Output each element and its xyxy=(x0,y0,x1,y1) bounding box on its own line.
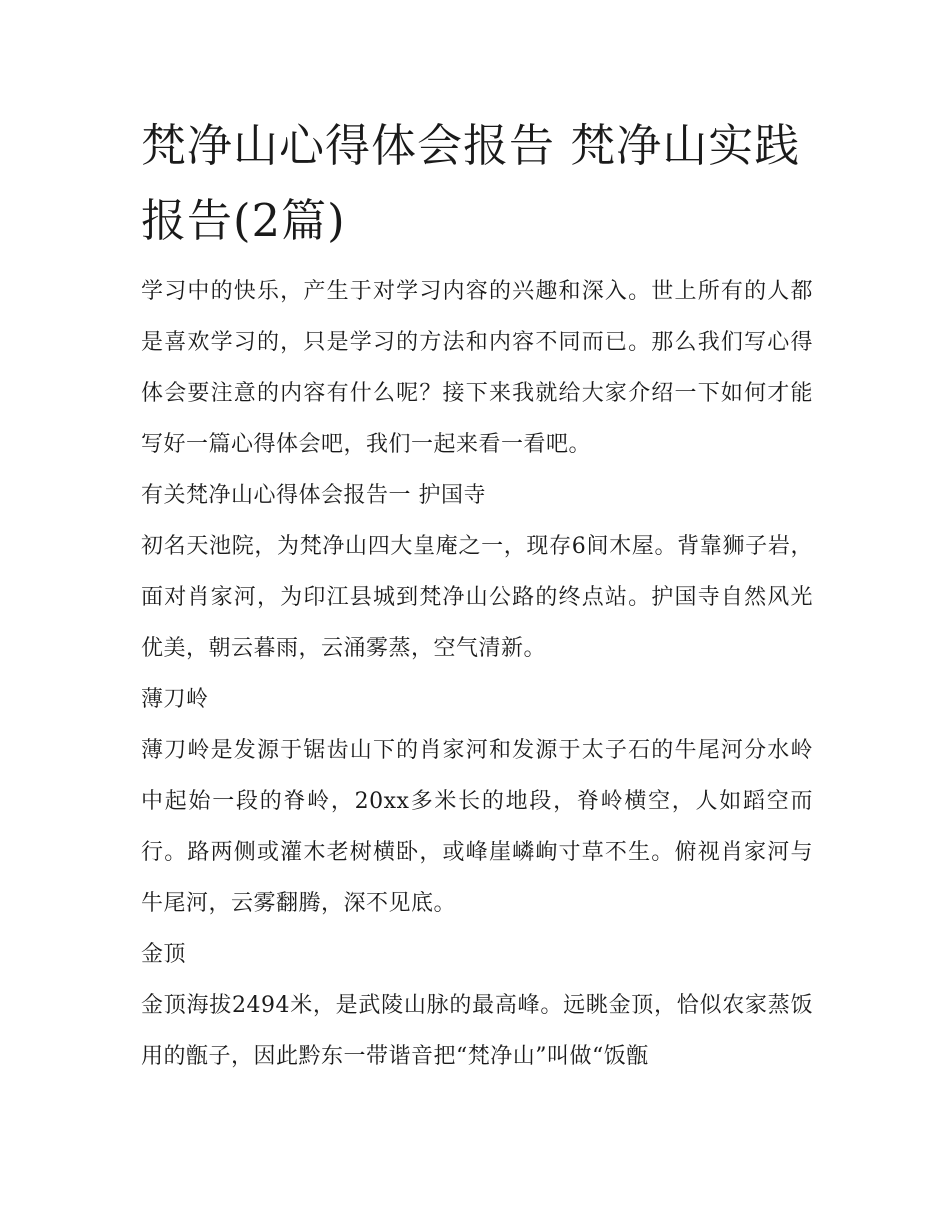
section-body-huguo-temple: 初名天池院，为梵净山四大皇庵之一，现存6间木屋。背靠狮子岩，面对肖家河，为印江县城到梵净山公路的终点站。护国寺自然风光优美，朝云暮雨，云涌雾蒸，空气清新。 xyxy=(141,534,813,661)
section-body-baodao-ridge: 薄刀岭是发源于锯齿山下的肖家河和发源于太子石的牛尾河分水岭中起始一段的脊岭，20xx多米长的地段，脊岭横空，人如蹈空而行。路两侧或灌木老树横卧，或峰崖嶙峋寸草不生。俯视肖家河与牛尾河，云雾翻腾，深不见底。 xyxy=(141,738,813,916)
document-title: 梵净山心得体会报告 梵净山实践报告(2篇) xyxy=(141,119,801,247)
section-heading-baodao-ridge: 薄刀岭 xyxy=(141,687,209,712)
section-heading-golden-summit: 金顶 xyxy=(141,942,187,967)
document-content xyxy=(141,108,813,1082)
section-heading-huguo-temple: 有关梵净山心得体会报告一 护国寺 xyxy=(141,483,486,508)
intro-paragraph: 学习中的快乐，产生于对学习内容的兴趣和深入。世上所有的人都是喜欢学习的，只是学习的方法和内容不同而已。那么我们写心得体会要注意的内容有什么呢？接下来我就给大家介绍一下如何才能写好一篇心得体会吧，我们一起来看一看吧。 xyxy=(141,279,813,457)
section-body-golden-summit: 金顶海拔2494米，是武陵山脉的最高峰。远眺金顶，恰似农家蒸饭用的甑子，因此黔东一带谐音把“梵净山”叫做“饭甑 xyxy=(141,993,813,1069)
